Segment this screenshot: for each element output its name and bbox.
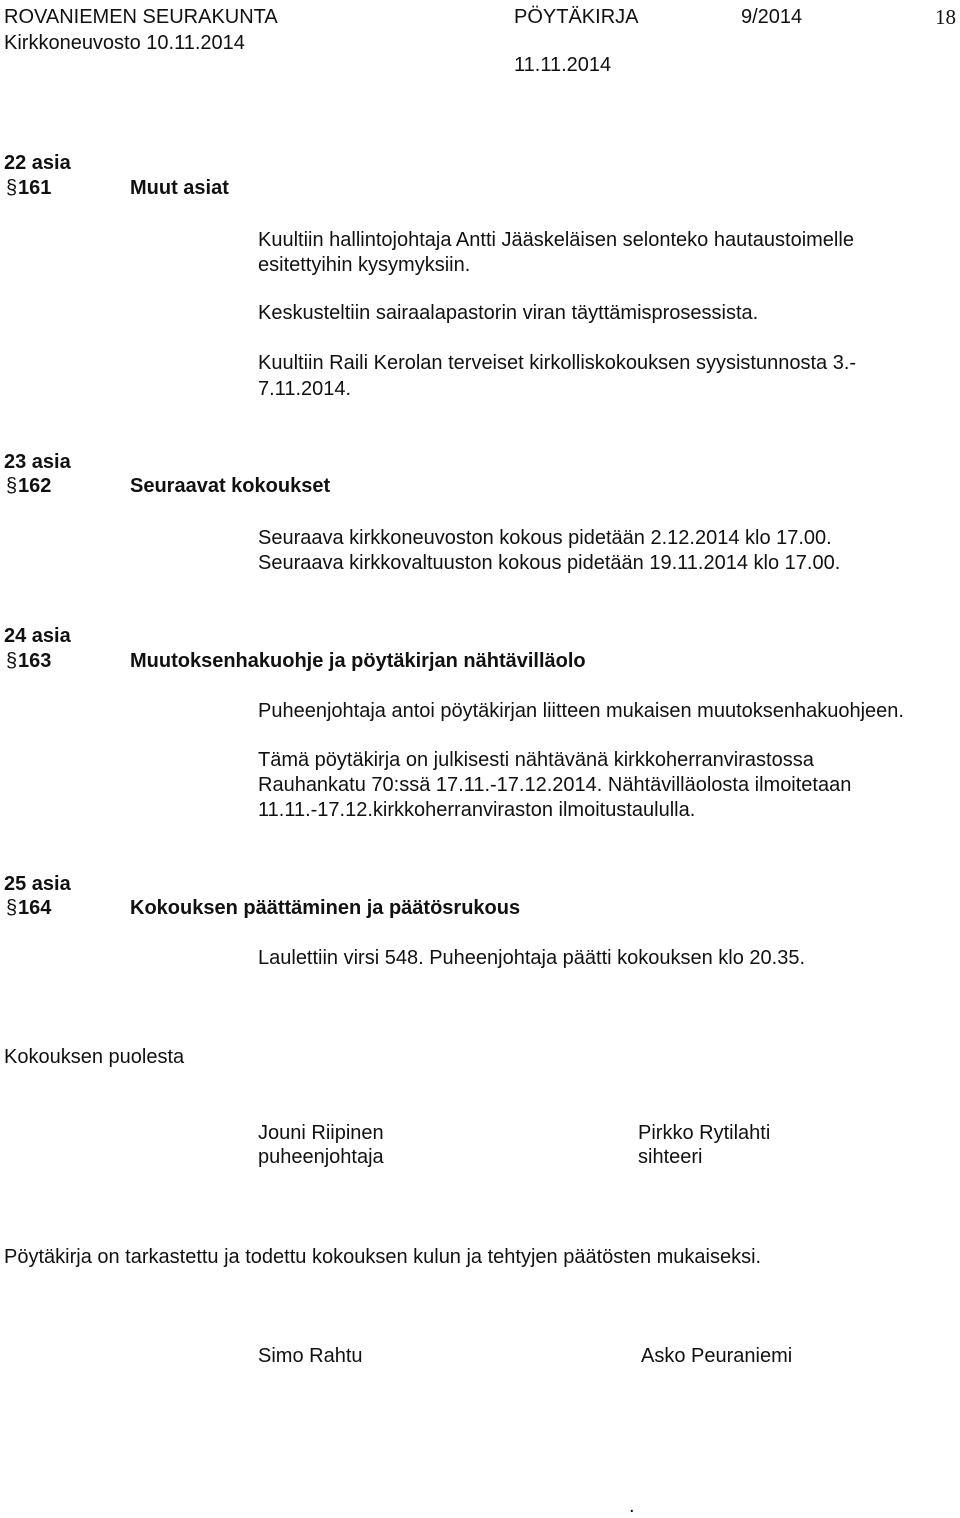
- section-number: § 164: [6, 897, 52, 919]
- section-icon: §: [6, 897, 18, 919]
- document-type: PÖYTÄKIRJA: [514, 6, 639, 28]
- paragraph-line: esitettyihin kysymyksiin.: [258, 254, 471, 276]
- meeting-date: 11.11.2014: [514, 54, 612, 76]
- secretary-role: sihteeri: [638, 1146, 703, 1168]
- paragraph-line: Laulettiin virsi 548. Puheenjohtaja päätti kokouksen klo 20.35.: [258, 947, 806, 969]
- section-icon: §: [6, 475, 18, 497]
- paragraph-line: Keskusteltiin sairaalapastorin viran täyttämisprosessista.: [258, 302, 759, 324]
- organization-name: ROVANIEMEN SEURAKUNTA: [4, 6, 278, 28]
- item-title: Muutoksenhakuohje ja pöytäkirjan nähtävilläolo: [130, 650, 586, 672]
- footer-dot: .: [629, 1495, 635, 1517]
- section-number: § 163: [6, 650, 52, 672]
- section-icon: §: [6, 650, 18, 672]
- asia-number: 22 asia: [4, 152, 71, 174]
- paragraph-line: Rauhankatu 70:ssä 17.11.-17.12.2014. Nähtävilläolosta ilmoitetaan: [258, 774, 852, 796]
- meeting-body: Kirkkoneuvosto 10.11.2014: [4, 32, 245, 54]
- on-behalf-label: Kokouksen puolesta: [4, 1046, 185, 1068]
- issue-number: 9/2014: [741, 6, 803, 28]
- asia-number: 25 asia: [4, 873, 71, 895]
- paragraph-line: 7.11.2014.: [258, 378, 352, 400]
- checker-name: Asko Peuraniemi: [641, 1345, 793, 1367]
- asia-number: 24 asia: [4, 625, 71, 647]
- item-title: Seuraavat kokoukset: [130, 475, 331, 497]
- paragraph-line: Kuultiin Raili Kerolan terveiset kirkolliskokouksen syysistunnosta 3.-: [258, 352, 857, 374]
- item-title: Kokouksen päättäminen ja päätösrukous: [130, 897, 521, 919]
- section-number: § 161: [6, 177, 52, 199]
- secretary-name: Pirkko Rytilahti: [638, 1122, 771, 1144]
- paragraph-line: Seuraava kirkkovaltuuston kokous pidetään 19.11.2014 klo 17.00.: [258, 552, 841, 574]
- chair-role: puheenjohtaja: [258, 1146, 384, 1168]
- asia-number: 23 asia: [4, 451, 71, 473]
- checker-name: Simo Rahtu: [258, 1345, 363, 1367]
- page-number: 18: [935, 5, 956, 29]
- paragraph-line: Seuraava kirkkoneuvoston kokous pidetään 2.12.2014 klo 17.00.: [258, 527, 832, 549]
- paragraph-line: Tämä pöytäkirja on julkisesti nähtävänä kirkkoherranvirastossa: [258, 749, 814, 771]
- paragraph-line: Puheenjohtaja antoi pöytäkirjan liitteen mukaisen muutoksenhakuohjeen.: [258, 700, 904, 722]
- paragraph-line: 11.11.-17.12.kirkkoherranviraston ilmoitustaululla.: [258, 799, 696, 821]
- item-title: Muut asiat: [130, 177, 229, 199]
- verification-statement: Pöytäkirja on tarkastettu ja todettu kokouksen kulun ja tehtyjen päätösten mukaiseksi.: [4, 1246, 762, 1268]
- section-icon: §: [6, 177, 18, 199]
- paragraph-line: Kuultiin hallintojohtaja Antti Jääskeläisen selonteko hautaustoimelle: [258, 229, 854, 251]
- section-number: § 162: [6, 475, 52, 497]
- chair-name: Jouni Riipinen: [258, 1122, 384, 1144]
